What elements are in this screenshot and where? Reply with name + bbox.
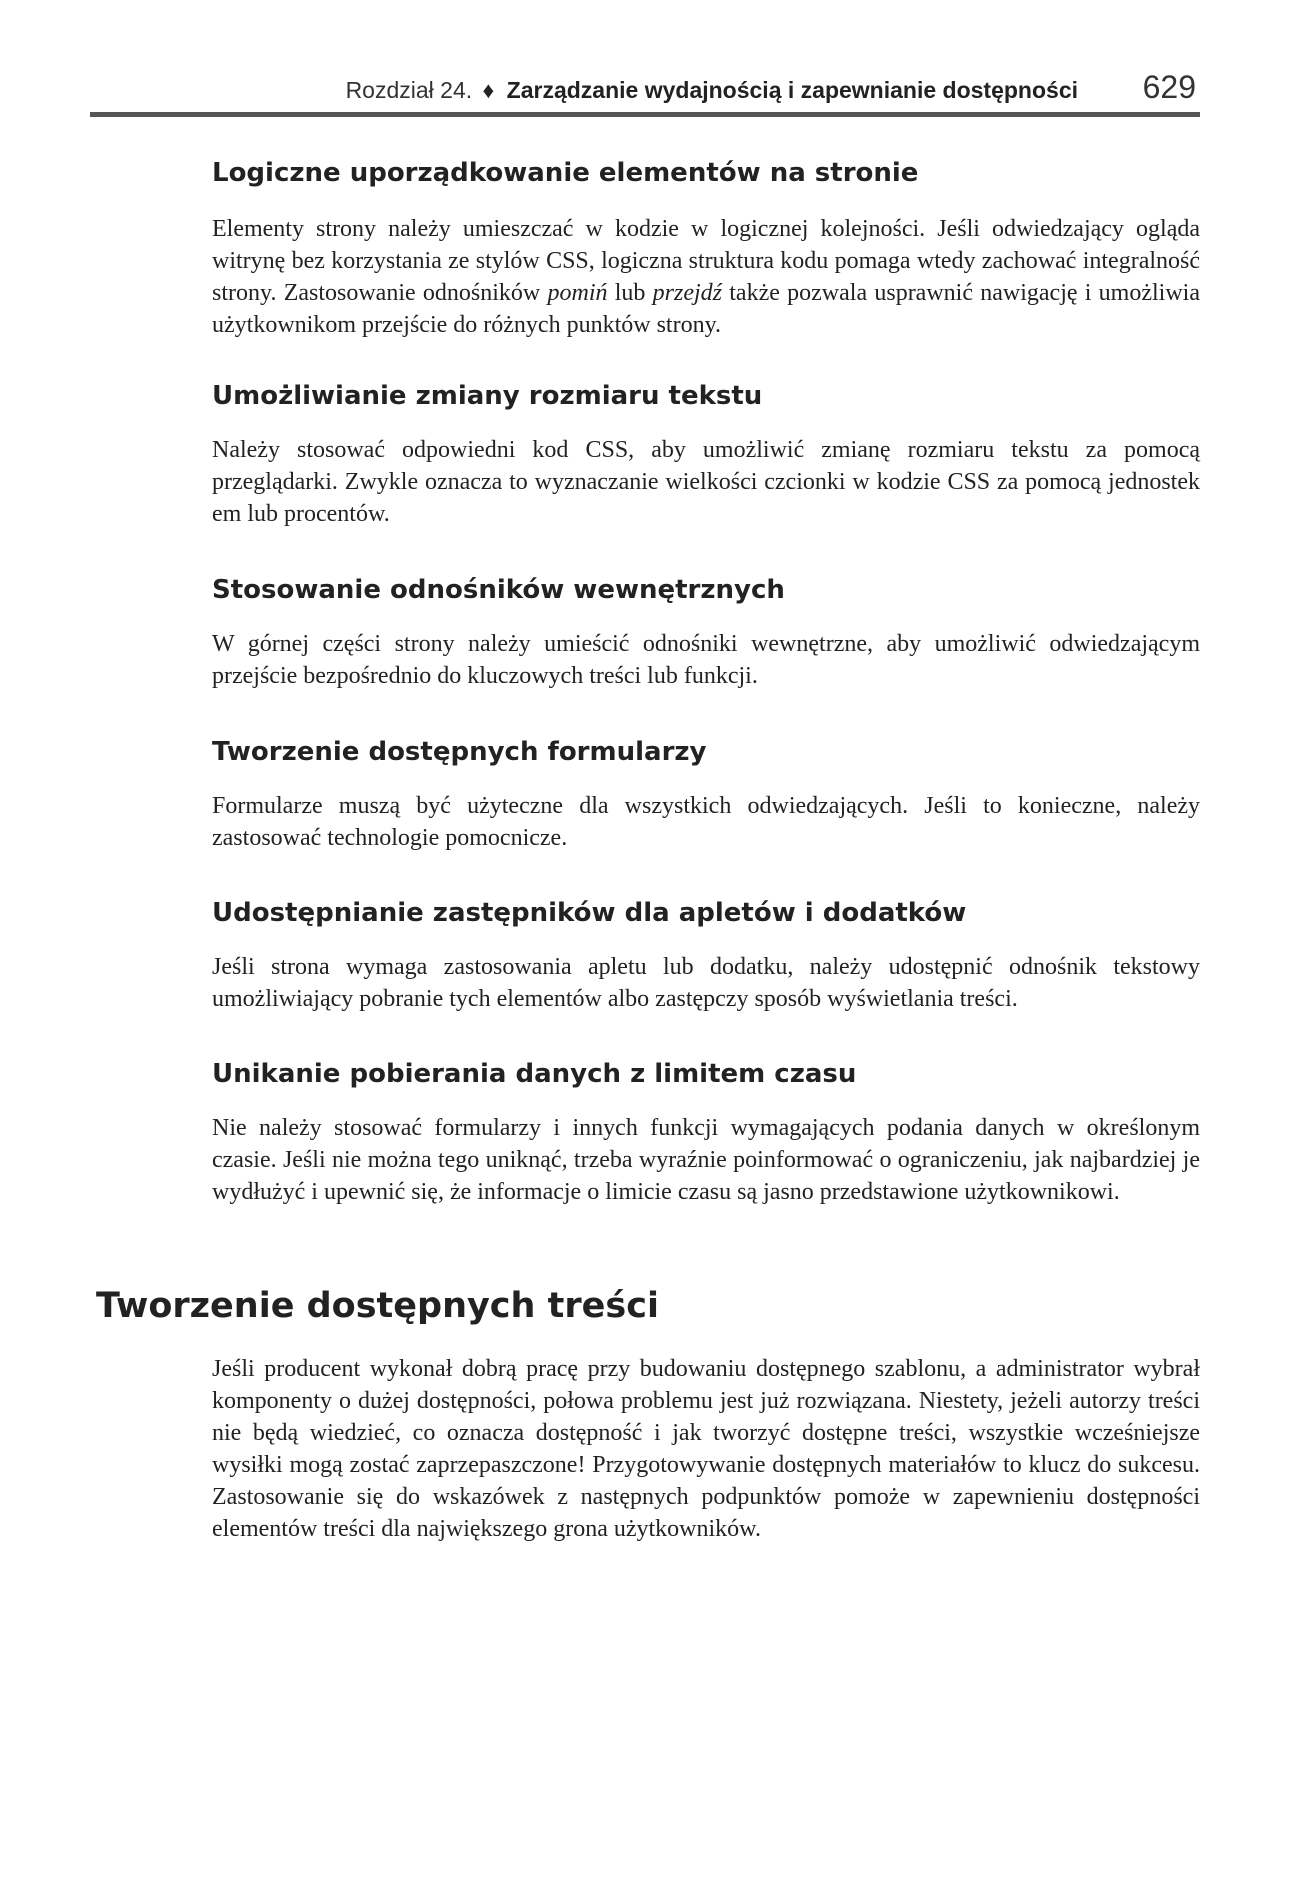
main-section-heading: Tworzenie dostępnych treści <box>96 1286 659 1326</box>
header-chapter-title: Zarządzanie wydajnością i zapewnianie dostępności <box>506 77 1078 103</box>
page-number: 629 <box>1142 69 1196 105</box>
section-time-limits <box>212 1058 1200 1208</box>
section-heading: Tworzenie dostępnych formularzy <box>212 737 707 767</box>
section-paragraph: Należy stosować odpowiedni kod CSS, aby umożliwić zmianę rozmiaru tekstu za pomocą przeglądarki. Zwykle oznacza to wyznaczanie wielkości czcionki w kodzie CSS za pomocą jednostek em lub procentów. <box>212 437 1200 527</box>
section-accessible-content <box>212 1353 1200 1545</box>
section-internal-links <box>212 574 1200 692</box>
section-heading: Stosowanie odnośników wewnętrznych <box>212 575 785 605</box>
section-heading: Udostępnianie zastępników dla apletów i dodatków <box>212 898 967 928</box>
section-heading: Umożliwianie zmiany rozmiaru tekstu <box>212 381 763 411</box>
section-paragraph: Jeśli strona wymaga zastosowania apletu lub dodatku, należy udostępnić odnośnik tekstowy umożliwiający pobranie tych elementów albo zastępczy sposób wyświetlania treści. <box>212 954 1200 1012</box>
section-paragraph: Nie należy stosować formularzy i innych funkcji wymagających podania danych w określonym czasie. Jeśli nie można tego uniknąć, trzeba wyraźnie poinformować o ograniczeniu, jak najbardziej je wydłużyć i upewnić się, że informacje o limicie czasu są jasno przedstawione użytkownikowi. <box>212 1115 1200 1205</box>
section-paragraph: Formularze muszą być użyteczne dla wszystkich odwiedzających. Jeśli to konieczne, należy zastosować technologie pomocnicze. <box>212 793 1200 851</box>
section-paragraph: Jeśli producent wykonał dobrą pracę przy budowaniu dostępnego szablonu, a administrator wybrał komponenty o dużej dostępności, połowa problemu jest już rozwiązana. Niestety, jeżeli autorzy treści nie będą wiedzieć, co oznacza dostępność i jak tworzyć dostępne treści, wszystkie wcześniejsze wysiłki mogą zostać zaprzepaszczone! Przygotowywanie dostępnych materiałów to klucz do sukcesu. Zastosowanie się do wskazówek z następnych podpunktów pomoże w zapewnieniu dostępności elementów treści dla największego grona użytkowników. <box>212 1356 1200 1542</box>
paragraph-text-part: także pozwala usprawnić nawigację i umożliwia użytkownikom przejście do różnych punktów strony. <box>212 280 1200 338</box>
paragraph-text-part: lub <box>607 280 653 306</box>
section-paragraph: W górnej części strony należy umieścić odnośniki wewnętrzne, aby umożliwić odwiedzającym przejście bezpośrednio do kluczowych treści lub funkcji. <box>212 631 1200 689</box>
running-header <box>90 66 1200 117</box>
italic-term: przejdź <box>652 280 723 306</box>
section-applet-alternatives <box>212 897 1200 1015</box>
section-heading: Unikanie pobierania danych z limitem czasu <box>212 1059 857 1089</box>
section-accessible-forms <box>212 736 1200 854</box>
paragraph-text-part: Elementy strony należy umieszczać w kodzie w logicznej kolejności. Jeśli odwiedzający ogląda witrynę bez korzystania ze stylów CSS, logiczna struktura kodu pomaga wtedy zachować integralność strony. Zastosowanie odnośników <box>212 216 1200 306</box>
diamond-icon: ♦ <box>482 77 495 103</box>
section-logical-order <box>212 157 1200 341</box>
header-chapter: Rozdział 24. <box>345 77 473 103</box>
section-paragraph <box>212 213 1200 341</box>
italic-term: pomiń <box>547 280 608 306</box>
header-text <box>346 77 1078 104</box>
section-text-resize <box>212 380 1200 530</box>
section-heading: Logiczne uporządkowanie elementów na stronie <box>212 158 919 188</box>
